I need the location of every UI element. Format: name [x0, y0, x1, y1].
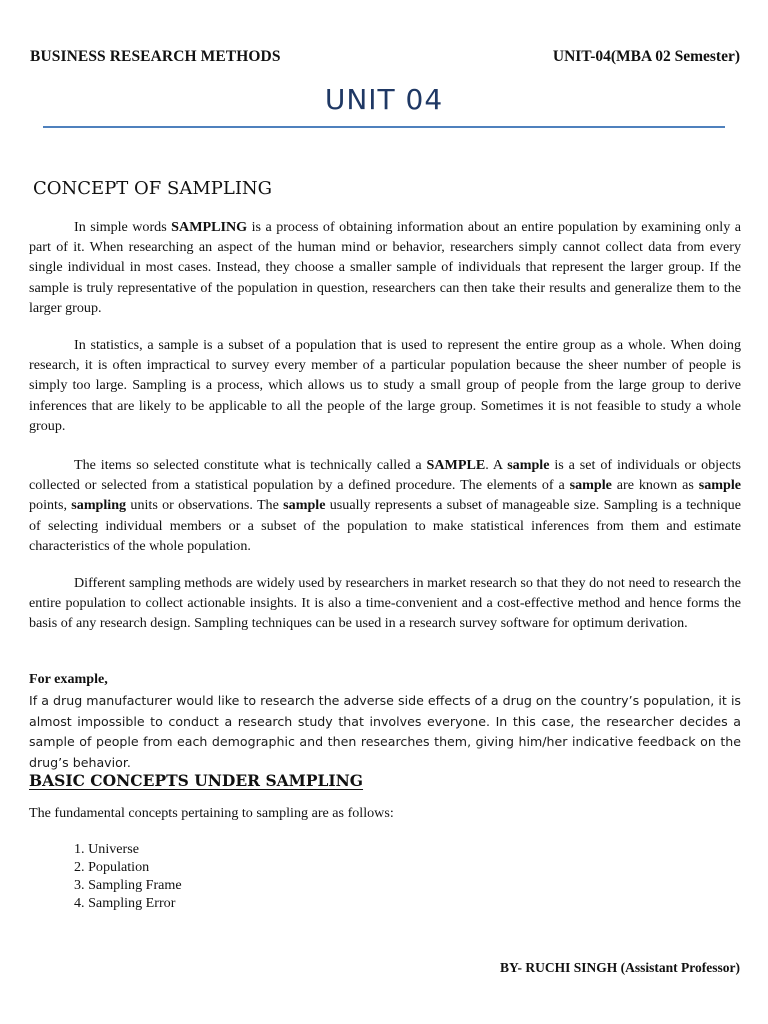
- title-divider: [43, 126, 725, 128]
- paragraph-sample-in-statistics: [29, 335, 741, 436]
- paragraph-text: is a set of individuals or objects collected or selected from a statistical population by a defined procedure. The elements of a: [29, 457, 742, 494]
- paragraph-text: points,: [29, 497, 72, 514]
- paragraph-text: are known as: [611, 477, 699, 494]
- bold-term-sample: sample: [507, 457, 550, 473]
- example-text: If a drug manufacturer would like to research the adverse side effects of a drug on the country’s population, it is almost impossible to conduct a research study that involves everyone. In this case, the researcher decides a sample of people from each demographic and then researches them, giving him/her indicative feedback on the drug’s behavior.: [29, 693, 741, 770]
- bold-term-sample: SAMPLE: [426, 457, 486, 473]
- header-unit-info: UNIT-04(MBA 02 Semester): [552, 48, 740, 65]
- bold-term-sampling: sampling: [71, 497, 127, 514]
- paragraph-text: . A: [485, 457, 508, 473]
- paragraph-text: is a process of obtaining information about an entire population by examining only a part of it. When researching an aspect of the human mind or behavior, researchers simply cannot collect data from every single individual in most cases. Instead, they choose a smaller sample of individuals that represent the larger group. If the sample is truly representative of the population in question, researchers can then take their results and generalize them to the larger group.: [29, 219, 741, 316]
- example-label: For example,: [29, 671, 108, 687]
- paragraph-sampling-methods: [29, 573, 741, 634]
- list-item: 3. Sampling Frame: [74, 877, 182, 893]
- paragraph-sampling-definition: [29, 217, 741, 318]
- paragraph-text: Different sampling methods are widely used by researchers in market research so that they do not need to research the entire population to collect actionable insights. It is also a time-convenient and a cost-effective method and hence forms the basis of any research design. Sampling techniques can be used in a research survey software for optimum derivation.: [29, 575, 741, 632]
- paragraph-sample-definition: [29, 455, 741, 556]
- list-item: 4. Sampling Error: [74, 895, 176, 911]
- list-item: 2. Population: [74, 859, 150, 875]
- bold-term-sample: sample: [283, 497, 326, 514]
- fundamental-concepts-intro: The fundamental concepts pertaining to sampling are as follows:: [29, 805, 394, 821]
- page-title: UNIT 04: [324, 83, 444, 116]
- paragraph-text: In simple words: [74, 219, 172, 235]
- bold-term-sample: sample: [569, 477, 612, 494]
- paragraph-text: usually represents a subset of manageable size. Sampling is a technique of selecting individual members or a subset of the population to make statistical inferences from them and estimate characteristics of the whole population.: [29, 497, 741, 554]
- paragraph-text: The items so selected constitute what is technically called a: [74, 457, 427, 473]
- section-heading-basic-concepts: BASIC CONCEPTS UNDER SAMPLING: [29, 771, 364, 790]
- bold-term-sampling: SAMPLING: [171, 219, 248, 235]
- section-heading-concept-of-sampling: CONCEPT OF SAMPLING: [33, 178, 273, 199]
- bold-term-sample: sample: [698, 477, 741, 494]
- paragraph-text: In statistics, a sample is a subset of a population that is used to represent the entire group as a whole. When doing research, it is often impractical to survey every member of a particular population because the sheer number of people is simply too large. Sampling is a process, which allows us to study a small group of people from the large group to derive inferences that are likely to be applicable to all the people of the large group. Sometimes it is not feasible to study a whole group.: [29, 337, 741, 434]
- concepts-list: [74, 840, 182, 912]
- footer-author: BY- RUCHI SINGH (Assistant Professor): [499, 960, 740, 975]
- paragraph-text: units or observations. The: [126, 497, 284, 514]
- list-item: 1. Universe: [74, 841, 139, 857]
- header-course-title: BUSINESS RESEARCH METHODS: [30, 48, 281, 65]
